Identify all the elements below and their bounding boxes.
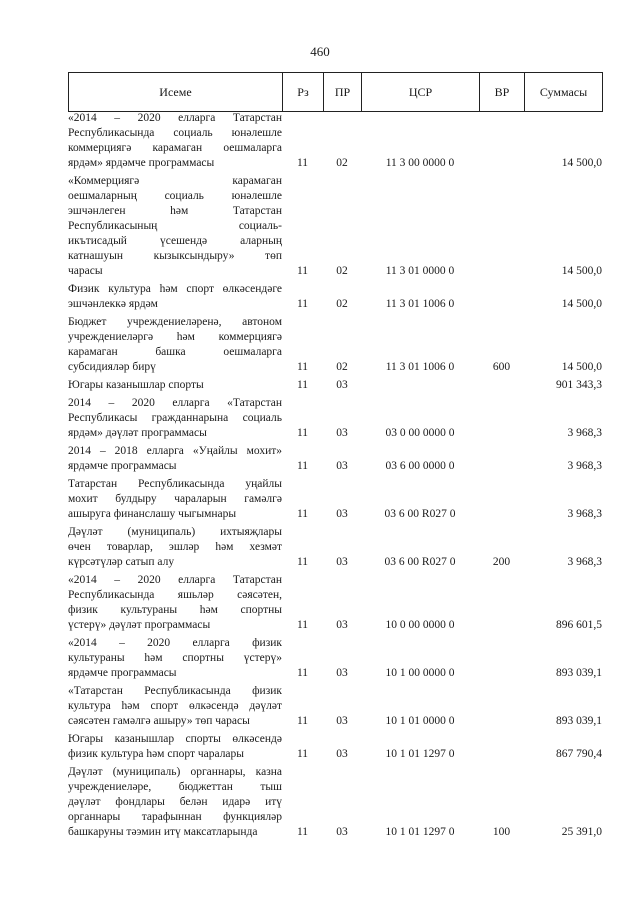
subsection-code: 03	[336, 379, 348, 391]
target-article-code: 03 6 00 0000 0	[385, 460, 455, 472]
item-name-line: ашыруга финанслашу чыгымнары	[68, 508, 237, 520]
col-header-vr: ВР	[480, 73, 525, 112]
item-name-line: учреждениеләре, бюджеттан тыш	[68, 781, 282, 793]
item-name-line: башкаруны тәэмин итү максатларында	[68, 826, 258, 838]
section-code: 11	[296, 619, 309, 631]
table-row	[68, 684, 602, 729]
item-name-line: эшчәнлеккә ярдәм	[68, 298, 158, 310]
item-name-line: физик культураны һәм спортны	[68, 604, 282, 616]
item-name-line: 2014 – 2018 елларга «Уңайлы мохит»	[68, 445, 282, 457]
item-name-line: «2014 – 2020 елларга Татарстан	[68, 112, 282, 124]
item-name	[68, 111, 282, 171]
section-code: 11	[296, 157, 309, 169]
item-name-line: ярдәмче программасы	[68, 667, 177, 679]
table-body	[68, 111, 602, 843]
table-row	[68, 732, 602, 762]
item-name-line: Югары казанышлар спорты	[68, 379, 204, 391]
target-article-code: 11 3 01 0000 0	[385, 265, 455, 277]
item-name-line: ярдәм» дәүләт программасы	[68, 427, 207, 439]
target-article-code: 11 3 01 1006 0	[385, 298, 455, 310]
subsection-code: 03	[336, 715, 348, 727]
target-article-code: 11 3 00 0000 0	[385, 157, 455, 169]
item-name-line: үстерү» дәүләт программасы	[68, 619, 211, 631]
item-name-line: сәясәтен гамәлгә ашыру» төп чарасы	[68, 715, 250, 727]
section-code: 11	[296, 508, 309, 520]
target-article-code: 03 0 00 0000 0	[385, 427, 455, 439]
item-name-line: Республикасы гражданнарына социаль	[68, 412, 282, 424]
section-code: 11	[296, 748, 309, 760]
item-name-line: оешмаларның социаль юнәлешле	[68, 190, 282, 202]
amount: 14 500,0	[561, 157, 602, 169]
item-name-line: физик культура һәм спорт чаралары	[68, 748, 245, 760]
amount: 901 343,3	[556, 379, 602, 391]
amount: 3 968,3	[567, 427, 602, 439]
page-number: 460	[310, 44, 330, 59]
item-name-line: дәүләт фондлары белән идарә итү	[68, 796, 282, 808]
item-name	[68, 477, 282, 522]
item-name-line: Республикасының социаль-	[68, 220, 282, 232]
table-row	[68, 444, 602, 474]
item-name-line: Физик культура һәм спорт өлкәсендәге	[68, 283, 282, 295]
item-name-line: өчен товарлар, эшләр һәм хезмәт	[68, 541, 282, 553]
item-name-line: эшчәнлеген һәм Татарстан	[68, 205, 282, 217]
item-name	[68, 315, 282, 375]
section-code: 11	[296, 361, 309, 373]
item-name-line: 2014 – 2020 елларга «Татарстан	[68, 397, 282, 409]
item-name-line: органнары тарафыннан функцияләр	[68, 811, 282, 823]
item-name-line: күрсәтүләр сатып алу	[68, 556, 175, 568]
subsection-code: 03	[336, 460, 348, 472]
target-article-code: 10 1 01 0000 0	[385, 715, 455, 727]
amount: 893 039,1	[556, 667, 602, 679]
item-name-line: «2014 – 2020 елларга физик	[68, 637, 282, 649]
section-code: 11	[296, 460, 309, 472]
target-article-code: 10 0 00 0000 0	[385, 619, 455, 631]
amount: 14 500,0	[561, 265, 602, 277]
table-row	[68, 282, 602, 312]
item-name	[68, 573, 282, 633]
item-name	[68, 174, 282, 279]
amount: 893 039,1	[556, 715, 602, 727]
col-header-name: Исеме	[69, 73, 283, 112]
table-row	[68, 477, 602, 522]
section-code: 11	[296, 379, 309, 391]
table-row	[68, 636, 602, 681]
amount: 867 790,4	[556, 748, 602, 760]
item-name-line: «Коммерциягә карамаган	[68, 175, 282, 187]
item-name	[68, 684, 282, 729]
subsection-code: 03	[336, 508, 348, 520]
expense-type-code: 600	[492, 361, 511, 373]
table-row	[68, 315, 602, 375]
section-code: 11	[296, 556, 309, 568]
table-row	[68, 378, 602, 393]
amount: 14 500,0	[561, 361, 602, 373]
target-article-code: 10 1 01 1297 0	[385, 748, 455, 760]
item-name	[68, 636, 282, 681]
amount: 3 968,3	[567, 508, 602, 520]
section-code: 11	[296, 667, 309, 679]
section-code: 11	[296, 715, 309, 727]
target-article-code: 11 3 01 1006 0	[385, 361, 455, 373]
item-name-line: катнашуын кызыксындыру» төп	[68, 250, 282, 262]
amount: 14 500,0	[561, 298, 602, 310]
amount: 25 391,0	[561, 826, 602, 838]
table-row	[68, 174, 602, 279]
subsection-code: 03	[336, 748, 348, 760]
item-name-line: Дәүләт (муниципаль) ихтыяҗлары	[68, 526, 282, 538]
table-row	[68, 573, 602, 633]
item-name	[68, 732, 282, 762]
section-code: 11	[296, 826, 309, 838]
item-name-line: Татарстан Республикасында уңайлы	[68, 478, 282, 490]
table-row	[68, 111, 602, 171]
subsection-code: 02	[336, 361, 348, 373]
item-name-line: Республикасында социаль юнәлешле	[68, 127, 282, 139]
expense-type-code: 100	[492, 826, 511, 838]
section-code: 11	[296, 265, 309, 277]
item-name-line: икътисадый үсешендә аларның	[68, 235, 282, 247]
subsection-code: 03	[336, 427, 348, 439]
subsection-code: 02	[336, 265, 348, 277]
item-name-line: ярдәм» ярдәмче программасы	[68, 157, 215, 169]
item-name-line: учреждениеләргә һәм коммерциягә	[68, 331, 282, 343]
item-name-line: Дәүләт (муниципаль) органнары, казна	[68, 766, 282, 778]
target-article-code: 10 1 01 1297 0	[385, 826, 455, 838]
item-name-line: субсидияләр бирү	[68, 361, 156, 373]
item-name	[68, 765, 282, 840]
target-article-code: 03 6 00 R027 0	[384, 508, 456, 520]
section-code: 11	[296, 427, 309, 439]
subsection-code: 03	[336, 826, 348, 838]
item-name-line: Югары казанышлар спорты өлкәсендә	[68, 733, 282, 745]
item-name-line: коммерциягә карамаган оешмаларга	[68, 142, 282, 154]
table-row	[68, 525, 602, 570]
item-name	[68, 378, 282, 393]
subsection-code: 03	[336, 619, 348, 631]
item-name-line: Бюджет учреждениеләренә, автоном	[68, 316, 282, 328]
table-row	[68, 396, 602, 441]
table-header	[68, 72, 603, 112]
col-header-csr: ЦСР	[362, 73, 480, 112]
amount: 3 968,3	[567, 556, 602, 568]
item-name-line: культураны һәм спортны үстерү»	[68, 652, 282, 664]
item-name	[68, 282, 282, 312]
item-name	[68, 525, 282, 570]
item-name-line: мохит булдыру чараларын гамәлгә	[68, 493, 282, 505]
item-name-line: «2014 – 2020 елларга Татарстан	[68, 574, 282, 586]
col-header-pr: ПР	[324, 73, 362, 112]
item-name-line: ярдәмче программасы	[68, 460, 177, 472]
subsection-code: 02	[336, 298, 348, 310]
col-header-sum: Суммасы	[525, 73, 603, 112]
subsection-code: 03	[336, 556, 348, 568]
target-article-code: 03 6 00 R027 0	[384, 556, 456, 568]
item-name-line: карамаган башка оешмаларга	[68, 346, 282, 358]
section-code: 11	[296, 298, 309, 310]
expense-type-code: 200	[492, 556, 511, 568]
item-name-line: культура һәм спорт өлкәсендә дәүләт	[68, 700, 282, 712]
table-row	[68, 765, 602, 840]
subsection-code: 02	[336, 157, 348, 169]
target-article-code: 10 1 00 0000 0	[385, 667, 455, 679]
item-name	[68, 444, 282, 474]
amount: 896 601,5	[556, 619, 602, 631]
col-header-rz: Рз	[283, 73, 324, 112]
item-name-line: чарасы	[68, 265, 103, 277]
amount: 3 968,3	[567, 460, 602, 472]
item-name-line: «Татарстан Республикасында физик	[68, 685, 282, 697]
item-name-line: Республикасында яшьләр сәясәтен,	[68, 589, 282, 601]
subsection-code: 03	[336, 667, 348, 679]
item-name	[68, 396, 282, 441]
